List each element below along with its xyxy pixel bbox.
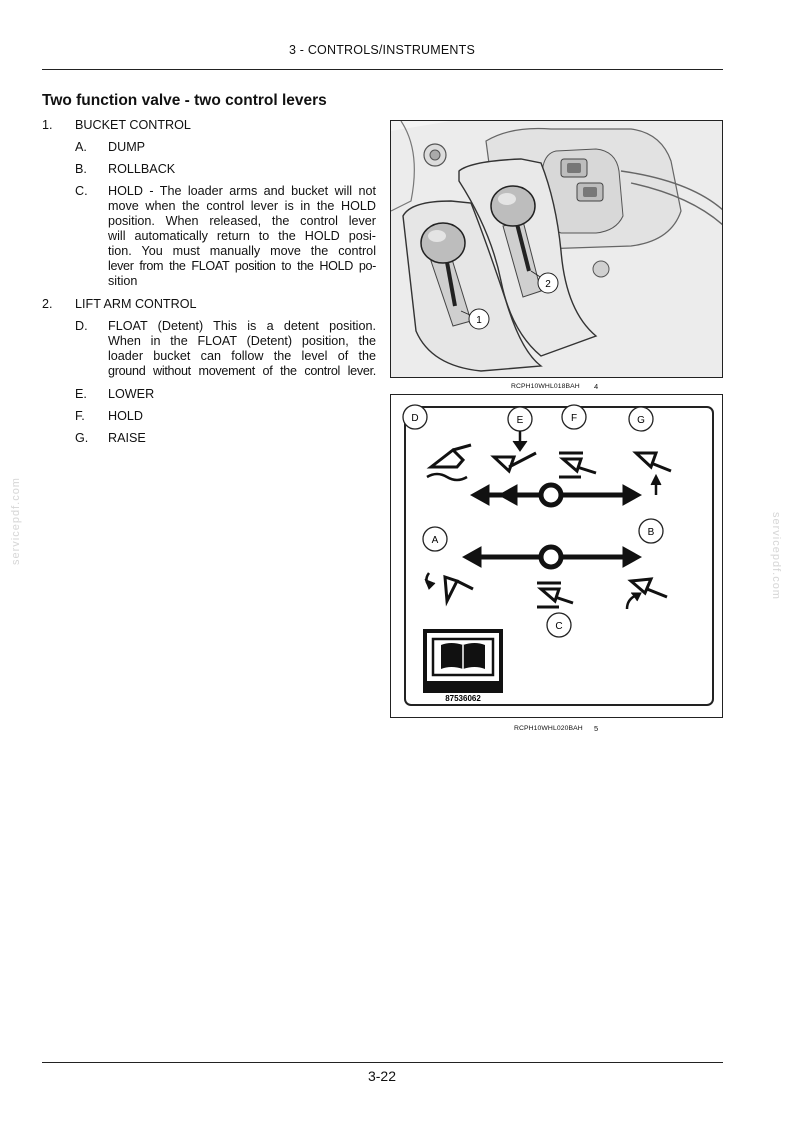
subitem-c-line-7: sition xyxy=(108,274,138,288)
subitem-d-letter: D. xyxy=(75,319,88,333)
subitem-a-text: DUMP xyxy=(108,140,146,154)
figure-4-caption-number: 4 xyxy=(594,382,599,391)
subitem-c-line-6: lever from the FLOAT position to the HOLD po- xyxy=(108,259,376,273)
decal-label-c: C xyxy=(555,621,563,632)
subitem-a-letter: A. xyxy=(75,140,87,154)
item-1-label: BUCKET CONTROL xyxy=(75,118,191,132)
subitem-e-letter: E. xyxy=(75,387,87,401)
item-2-number: 2. xyxy=(42,297,53,311)
footer-rule xyxy=(42,1062,723,1063)
figure-control-levers xyxy=(390,120,723,378)
watermark-right: servicepdf.com xyxy=(770,512,782,600)
subitem-e-text: LOWER xyxy=(108,387,155,401)
subitem-d-line-1: FLOAT (Detent) This is a detent position. xyxy=(108,319,376,333)
page-number: 3-22 xyxy=(367,1068,397,1084)
decal-label-f: F xyxy=(570,413,578,424)
item-1-number: 1. xyxy=(42,118,53,132)
subitem-f-letter: F. xyxy=(75,409,85,423)
item-2-label: LIFT ARM CONTROL xyxy=(75,297,197,311)
watermark-left: servicepdf.com xyxy=(10,477,22,565)
figure-5-caption-number: 5 xyxy=(594,724,599,733)
subitem-c-line-4: will automatically return to the HOLD posi- xyxy=(108,229,376,243)
subitem-c-line-5: tion. You must manually move the control xyxy=(108,244,376,258)
decal-label-g: G xyxy=(637,415,645,426)
subitem-c-line-2: move when the control lever is in the HOLD xyxy=(108,199,376,213)
header-rule xyxy=(42,69,723,70)
subitem-b-letter: B. xyxy=(75,162,87,176)
subitem-c-letter: C. xyxy=(75,184,88,198)
decal-label-d: D xyxy=(411,413,419,424)
decal-label-a: A xyxy=(431,535,439,546)
subitem-d-line-3: loader bucket can follow the level of the xyxy=(108,349,376,363)
decal-label-b: B xyxy=(647,527,655,538)
figure-5-caption-code: RCPH10WHL020BAH xyxy=(514,725,583,732)
figure-control-decal xyxy=(390,394,723,718)
decal-label-e: E xyxy=(516,415,524,426)
callout-1: 1 xyxy=(476,315,482,326)
subitem-d-line-2: When in the FLOAT (Detent) position, the xyxy=(108,334,376,348)
control-levers-illustration xyxy=(391,121,723,378)
subitem-b-text: ROLLBACK xyxy=(108,162,176,176)
subitem-c-line-1: HOLD - The loader arms and bucket will not xyxy=(108,184,376,198)
header-title: 3 - CONTROLS/INSTRUMENTS xyxy=(288,43,476,57)
subitem-d-line-4: ground without movement of the control lever. xyxy=(108,364,376,378)
subitem-g-text: RAISE xyxy=(108,431,146,445)
callout-2: 2 xyxy=(545,279,551,290)
section-title: Two function valve - two control levers xyxy=(42,92,327,109)
figure-4-caption-code: RCPH10WHL018BAH xyxy=(511,383,580,390)
subitem-g-letter: G. xyxy=(75,431,89,445)
control-decal-illustration xyxy=(391,395,723,718)
subitem-f-text: HOLD xyxy=(108,409,143,423)
subitem-c-line-3: position. When released, the control lever xyxy=(108,214,376,228)
operator-manual-icon xyxy=(425,631,501,691)
decal-part-number: 87536062 xyxy=(445,694,481,703)
